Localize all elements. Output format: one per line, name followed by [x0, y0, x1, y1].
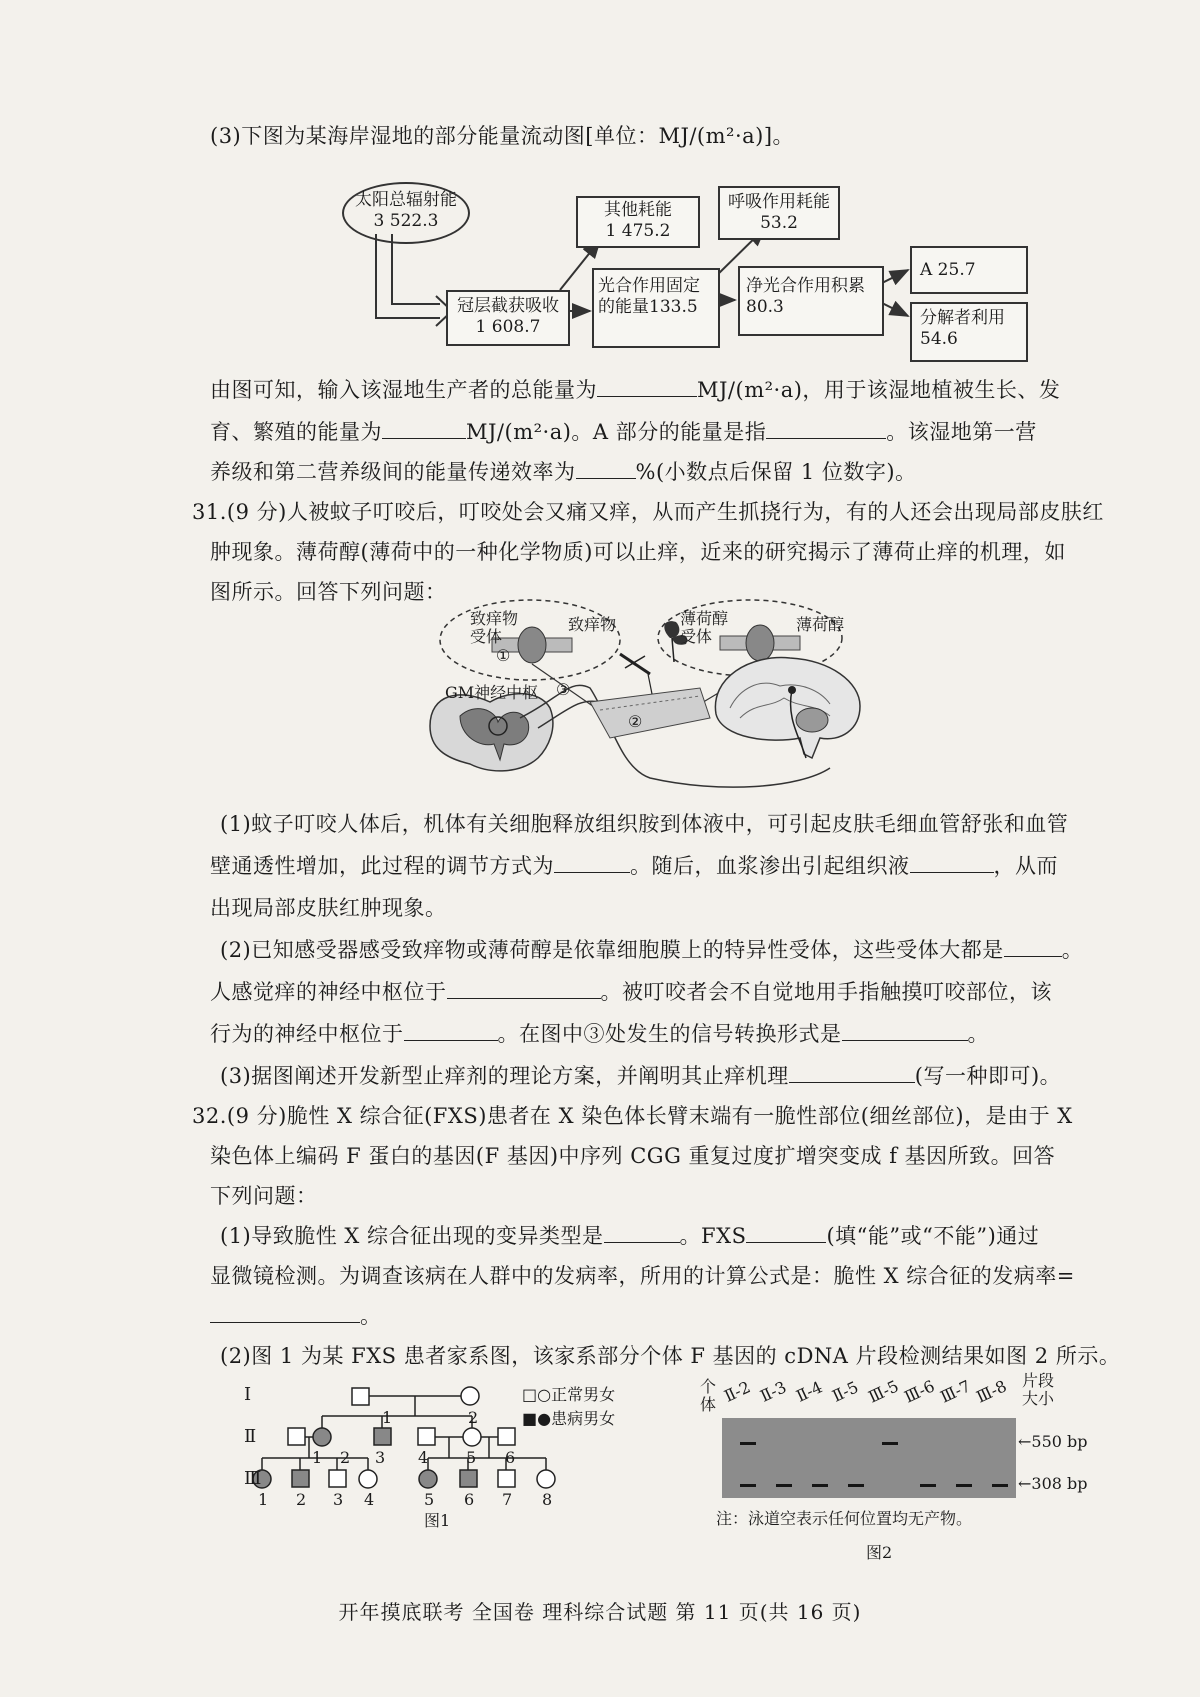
canopy-label: 冠层截获吸收: [457, 296, 559, 316]
answer-blank-behavior-center[interactable]: [404, 1022, 498, 1041]
q31-p3-line: [220, 1060, 1061, 1090]
canopy-value: 1 608.7: [475, 317, 541, 337]
lane-label-1: Ⅱ-2: [721, 1377, 754, 1406]
decomposer-node: [910, 302, 1028, 362]
q31-p2-line3: [210, 1018, 989, 1048]
q32-p1-text-c: (填“能”或“不能”)通过: [826, 1224, 1040, 1248]
lane-label-4: Ⅱ-5: [829, 1377, 862, 1406]
decomp-value: 54.6: [920, 329, 958, 349]
q32-line3: 下列问题：: [210, 1184, 318, 1208]
q31-p1-text-d: ，从而: [993, 854, 1058, 878]
gm-center-label: GM神经中枢: [445, 683, 539, 702]
q31-p2-text-b: 。: [1061, 938, 1084, 962]
pedigree-iii-1: 1: [258, 1490, 269, 1509]
mark-1: ①: [496, 646, 511, 665]
a-node: A 25.7: [910, 246, 1028, 294]
gel-column-title: 个体: [700, 1377, 717, 1414]
answer-blank-receptor-type[interactable]: [1004, 938, 1062, 957]
band-ii4-308: [812, 1484, 828, 1487]
answer-blank-growth-energy[interactable]: [382, 420, 466, 439]
itch-substance-label: 致痒物: [568, 615, 617, 634]
photo-label: 光合作用固定: [598, 276, 700, 296]
net-label: 净光合作用积累: [746, 276, 865, 296]
q31-p1-line1: (1)蚊子叮咬人体后，机体有关细胞释放组织胺到体液中，可引起皮肤毛细血管舒张和血管: [220, 812, 1069, 836]
q30-line1-text-b: MJ/(m²·a)，用于该湿地植被生长、发: [697, 378, 1061, 402]
pedigree-ii-6: 6: [505, 1448, 516, 1467]
pedigree-iii-3: 3: [333, 1490, 344, 1509]
resp-label: 呼吸作用耗能: [728, 192, 830, 212]
q32-p1-text-e: 。: [360, 1304, 382, 1328]
q32-header: 32.(9 分)脆性 X 综合征(FXS)患者在 X 染色体长臂末端有一脆性部位(细丝部位)，是由于 X: [192, 1104, 1073, 1128]
gel-note: 注：泳道空表示任何位置均无产物。: [716, 1509, 973, 1528]
pedigree-iii-7: 7: [502, 1490, 513, 1509]
q30-line1-text-a: 由图可知，输入该湿地生产者的总能量为: [210, 378, 597, 402]
q31-p3-text-a: (3)据图阐述开发新型止痒剂的理论方案，并阐明其止痒机理: [220, 1064, 789, 1088]
q31-p1-line2: [210, 850, 1058, 880]
decomp-label: 分解者利用: [920, 308, 1005, 328]
menthol-label: 薄荷醇: [796, 615, 845, 634]
generation-label-3: Ⅲ: [244, 1468, 262, 1489]
pedigree-iii-8: 8: [542, 1490, 553, 1509]
other-consumption-node: [576, 196, 700, 248]
band-ii2-308: [740, 1484, 756, 1487]
gel-lane-labels: [720, 1376, 1020, 1407]
marker-550-label: 550 bp: [1031, 1432, 1088, 1451]
solar-radiation-node: [342, 182, 470, 244]
pedigree-ii-3: 3: [375, 1448, 386, 1467]
menthol-receptor-label-2: 受体: [680, 627, 713, 646]
band-ii5-308: [848, 1484, 864, 1487]
menthol-receptor-label: [680, 610, 728, 646]
photosynthesis-node: [592, 268, 720, 348]
q30-line2: [210, 416, 1037, 446]
canopy-node: [446, 290, 570, 346]
pedigree-iii-2: 2: [296, 1490, 307, 1509]
q30-line2-text-a: 育、繁殖的能量为: [210, 420, 382, 444]
band-iii6-308: [920, 1484, 936, 1487]
mark-3: ③: [556, 680, 571, 699]
answer-blank-efficiency[interactable]: [576, 460, 636, 479]
q31-p2-text-d: 。被叮咬者会不自觉地用手指触摸叮咬部位，该: [600, 980, 1052, 1004]
q31-p1-text-c: 。随后，血浆渗出引起组织液: [630, 854, 910, 878]
pedigree-iii-6: 6: [464, 1490, 475, 1509]
respiration-node: [718, 186, 840, 240]
q32-p1-text-a: (1)导致脆性 X 综合征出现的变异类型是: [220, 1224, 604, 1248]
q30-line2-text-b: MJ/(m²·a)。A 部分的能量是指: [466, 420, 767, 444]
lane-label-8: Ⅲ-8: [973, 1376, 1010, 1407]
mark-2: ②: [628, 712, 643, 731]
answer-blank-total-energy[interactable]: [597, 378, 697, 397]
pedigree-iii-4: 4: [364, 1490, 375, 1509]
answer-blank-a-meaning[interactable]: [766, 420, 886, 439]
q32-line2: 染色体上编码 F 蛋白的基因(F 基因)中序列 CGG 重复过度扩增突变成 f 基因所致。回答: [210, 1144, 1056, 1168]
q30-line3-text-b: %(小数点后保留 1 位数字)。: [635, 460, 917, 484]
answer-blank-antipruritic[interactable]: [789, 1064, 915, 1083]
q31-p2-line2: [210, 976, 1052, 1006]
q30-line1: [210, 374, 1060, 404]
pedigree-i-2: 2: [468, 1408, 479, 1427]
q31-p2-line1: [220, 934, 1083, 964]
net-value: 80.3: [746, 297, 784, 317]
itch-receptor-label: [470, 610, 518, 646]
pedigree-ii-4: 4: [418, 1448, 429, 1467]
lane-label-3: Ⅱ-4: [793, 1377, 826, 1406]
q31-p1-line3: 出现局部皮肤红肿现象。: [210, 896, 447, 920]
q32-p1-line1: [220, 1220, 1039, 1250]
q32-p1-line3: [210, 1300, 382, 1330]
q31-header: 31.(9 分)人被蚊子叮咬后，叮咬处会又痛又痒，从而产生抓挠行为，有的人还会出现局部皮肤红: [192, 500, 1104, 524]
q31-p2-text-f: 。在图中③处发生的信号转换形式是: [497, 1022, 842, 1046]
lane-label-7: Ⅲ-7: [937, 1376, 974, 1407]
gel-size-title-1: 片段: [1022, 1371, 1055, 1390]
q31-p2-text-c: 人感觉痒的神经中枢位于: [210, 980, 447, 1004]
q30-line2-text-c: 。该湿地第一营: [886, 420, 1037, 444]
q31-p2-text-a: (2)已知感受器感受致痒物或薄荷醇是依靠细胞膜上的特异性受体，这些受体大都是: [220, 938, 1004, 962]
marker-308: ←308 bp: [1018, 1474, 1088, 1493]
q32-p2-line: (2)图 1 为某 FXS 患者家系图，该家系部分个体 F 基因的 cDNA 片段检测结果如图 2 所示。: [220, 1344, 1121, 1368]
q31-p2-text-g: 。: [967, 1022, 989, 1046]
q31-p3-text-b: (写一种即可)。: [914, 1064, 1062, 1088]
itch-receptor-label-2: 受体: [470, 627, 503, 646]
band-iii8-308: [992, 1484, 1008, 1487]
answer-blank-itch-center[interactable]: [447, 980, 601, 999]
page-footer: 开年摸底联考 全国卷 理科综合试题 第 11 页(共 16 页): [338, 1600, 862, 1624]
figure-2-caption: 图2: [866, 1543, 893, 1562]
band-ii3-308: [776, 1484, 792, 1487]
pedigree-ii-5: 5: [466, 1448, 477, 1467]
photo-value: 的能量133.5: [598, 297, 698, 317]
marker-550: ←550 bp: [1018, 1432, 1088, 1451]
marker-308-label: 308 bp: [1031, 1474, 1088, 1493]
pedigree-iii-5: 5: [424, 1490, 435, 1509]
pedigree-i-1: 1: [382, 1408, 393, 1427]
answer-blank-microscope[interactable]: [746, 1224, 826, 1243]
q30-intro: (3)下图为某海岸湿地的部分能量流动图[单位：MJ/(m²·a)]。: [210, 124, 795, 148]
q32-p1-text-b: 。FXS: [679, 1224, 747, 1248]
lane-label-5: Ⅲ-5: [865, 1376, 902, 1407]
band-ii2-550: [740, 1442, 756, 1445]
q31-line2: 肿现象。薄荷醇(薄荷中的一种化学物质)可以止痒，近来的研究揭示了薄荷止痒的机理，如: [210, 540, 1066, 564]
generation-label-1: I: [244, 1384, 252, 1405]
q31-p2-text-e: 行为的神经中枢位于: [210, 1022, 404, 1046]
answer-blank-tissue-fluid[interactable]: [910, 854, 994, 873]
net-photosynthesis-node: [738, 266, 884, 336]
answer-blank-variation-type[interactable]: [604, 1224, 680, 1243]
legend-normal: □○正常男女: [522, 1385, 616, 1404]
solar-label: 太阳总辐射能: [355, 190, 457, 210]
pedigree-ii-1: 1: [312, 1448, 323, 1467]
q32-p1-line2: 显微镜检测。为调查该病在人群中的发病率，所用的计算公式是：脆性 X 综合征的发病率=: [210, 1264, 1075, 1288]
band-iii5-550: [882, 1442, 898, 1445]
legend-affected: ■●患病男女: [522, 1409, 616, 1428]
pedigree-ii-2: 2: [340, 1448, 351, 1467]
itch-receptor-label-1: 致痒物: [470, 609, 519, 628]
other-value: 1 475.2: [605, 221, 671, 241]
answer-blank-regulation[interactable]: [554, 854, 630, 873]
answer-blank-incidence-formula[interactable]: [210, 1304, 360, 1323]
lane-label-2: Ⅱ-3: [757, 1377, 790, 1406]
q31-p1-text-b: 壁通透性增加，此过程的调节方式为: [210, 854, 554, 878]
generation-label-2: Ⅱ: [244, 1426, 257, 1447]
solar-value: 3 522.3: [373, 211, 439, 231]
q30-line3: [210, 456, 917, 486]
q31-line3: 图所示。回答下列问题：: [210, 580, 447, 604]
gel-size-title: [1022, 1372, 1054, 1408]
band-iii7-308: [956, 1484, 972, 1487]
lane-label-6: Ⅲ-6: [901, 1376, 938, 1407]
gel-image: [722, 1418, 1016, 1498]
menthol-receptor-label-1: 薄荷醇: [680, 609, 729, 628]
answer-blank-signal-conversion[interactable]: [842, 1022, 968, 1041]
figure-1-caption: 图1: [424, 1511, 451, 1530]
resp-value: 53.2: [760, 213, 798, 233]
gel-size-title-2: 大小: [1022, 1389, 1055, 1408]
q30-line3-text-a: 养级和第二营养级间的能量传递效率为: [210, 460, 576, 484]
other-label: 其他耗能: [604, 200, 672, 220]
